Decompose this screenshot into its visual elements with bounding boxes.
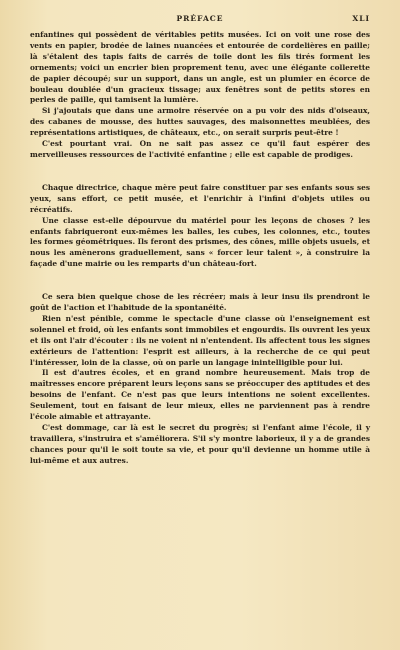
section-gap [30, 161, 370, 183]
paragraph-2: Si j'ajoutais que dans une armoire réservée on a pu voir des nids d'oiseaux, des cabanes de mousse, des huttes sauvages, des maisonnettes meublées, des représentations artistiques, de châteaux, etc., on serait surpris peut-être ! [30, 106, 370, 138]
paragraph-8: Il est d'autres écoles, et en grand nombre heureusement. Mais trop de maîtresses encore préparent leurs leçons sans se préoccuper des aptitudes et des besoins de l'enfant. Ce n'est pas que leurs intentions ne soient excellentes. Seulement, tout en faisant de leur mieux, elles ne parviennent pas à rendre l'école aimable et attrayante. [30, 368, 370, 422]
page-header [30, 14, 370, 30]
section-gap [30, 270, 370, 292]
paragraph-6: Ce sera bien quelque chose de les récréer; mais à leur insu ils prendront le goût de l'action et l'habitude de la spontanéité. [30, 292, 370, 313]
paragraph-5: Une classe est-elle dépourvue du matériel pour les leçons de choses ? les enfants fabriqueront eux-mêmes les balles, les cubes, les colonnes, etc., toutes les formes géométriques. Ils feront des prismes, des cônes, mille objets usuels, et nous les amènerons graduellement, sans « forcer leur talent », à construire la façade d'une mairie ou les remparts d'un château-fort. [30, 215, 370, 269]
running-title: PRÉFACE [176, 14, 224, 23]
paragraph-3: C'est pourtant vrai. On ne sait pas assez ce qu'il faut espérer des merveilleuses ressources de l'activité enfantine ; elle est capable de prodiges. [30, 139, 370, 159]
paragraph-4: Chaque directrice, chaque mère peut faire constituer par ses enfants sous ses yeux, sans effort, ce petit musée, et l'enrichir à l'infini d'objets utiles ou récréatifs. [30, 182, 370, 214]
page-number: XLI [352, 14, 370, 23]
paragraph-7: Rien n'est pénible, comme le spectacle d'une classe où l'enseignement est solennel et froid, où les enfants sont immobiles et engourdis. Ils ouvrent les yeux et ils ont l'air d'écouter : ils ne voient ni n'entendent. Ils affectent tous les signes extérieurs de l'attention: l'esprit est ailleurs, à la recherche de ce qui peut l'intéresser, loin de la classe, où on parle un langage inintelligible pour lui. [30, 313, 370, 367]
paragraph-9: C'est dommage, car là est le secret du progrès; si l'enfant aime l'école, il y travaillera, s'instruira et s'améliorera. S'il s'y montre laborieux, il y a de grandes chances pour qu'il le soit toute sa vie, et pour qu'il devienne un homme utile à lui-même et aux autres. [30, 423, 370, 465]
paragraph-1: enfantines qui possèdent de véritables petits musées. Ici on voit une rose des vents en papier, brodée de laines nuancées et entourée de cordelières en paille; là s'étalent des tapis faits de carrés de toile dont les fils tirés forment les ornements; voici un encrier bien proprement tenu, avec une élégante collerette de papier découpé; sur un support, dans un angle, est un plumier en écorce de bouleau doublée d'un gracieux tissage; aux fenêtres sont de petits stores en perles de paille, qui tamisent la lumière. [30, 30, 370, 105]
